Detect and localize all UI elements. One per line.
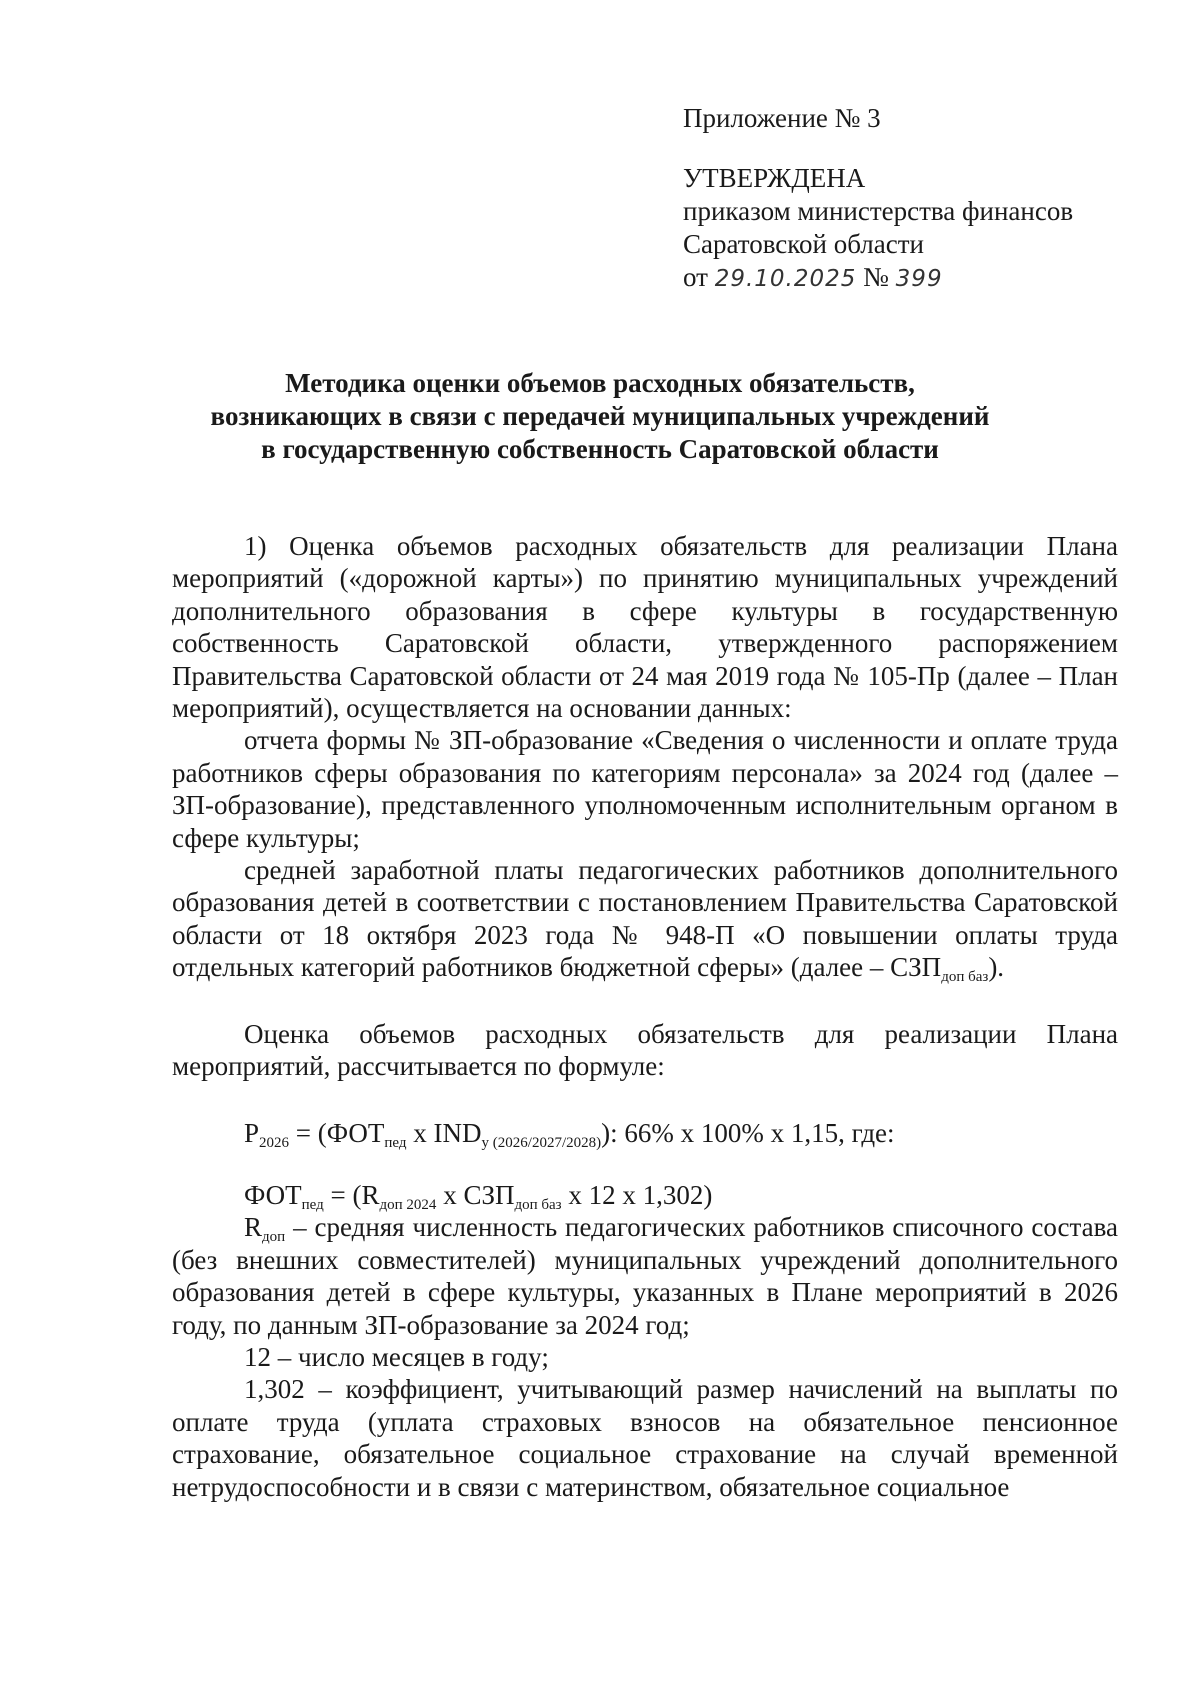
formula-1-sub: 2026 <box>259 1134 290 1151</box>
paragraph-5-text: – средняя численность педагогических работников списочного состава (без внешних совместителей) муниципальных учреждений дополнительного образования детей в сфере культуры, указанных в Плане мероприятий в 2026 году, по данным ЗП-образование за 2024 год; <box>172 1212 1118 1340</box>
variable-symbol: R <box>244 1212 263 1243</box>
formula-1-sub: пед <box>384 1134 407 1151</box>
approval-line-2: Саратовской области <box>683 229 924 259</box>
title-line-2: возникающих в связи с передачей муниципальных учреждений <box>210 401 990 431</box>
appendix-label: Приложение № 3 <box>683 103 881 133</box>
approval-block <box>683 102 1143 296</box>
formula-1-part: x IND <box>406 1117 482 1148</box>
paragraph-3-text: средней заработной платы педагогических работников дополнительного образования детей в соответствии с постановлением Правительства Саратовской области от 18 октября 2023 года № 948-П «О повышении оплаты труда отдельных категорий работников бюджетной сферы» (далее – СЗП <box>172 855 1118 983</box>
formula-2 <box>172 1179 1118 1211</box>
paragraph-4: Оценка объемов расходных обязательств для реализации Плана мероприятий, рассчитывается по формуле: <box>172 1018 1118 1082</box>
paragraph-7: 1,302 – коэффициент, учитывающий размер начислений на выплаты по оплате труда (уплата страховых взносов на обязательное пенсионное страхование, обязательное социальное страхование на случай временной нетрудоспособности и в связи с материнством, обязательное социальное <box>172 1374 1118 1502</box>
formula-1-sub: у (2026/2027/2028) <box>481 1134 602 1151</box>
formula-1-part: = (ФОТ <box>289 1117 385 1148</box>
formula-2-sub: доп баз <box>514 1196 562 1213</box>
title-line-3: в государственную собственность Саратовской области <box>261 434 939 464</box>
formula-2-sub: доп 2024 <box>379 1196 437 1213</box>
paragraph-6: 12 – число месяцев в году; <box>244 1341 549 1372</box>
title-line-1: Методика оценки объемов расходных обязательств, <box>285 368 915 398</box>
number-prefix: № <box>863 262 889 292</box>
date-prefix: от <box>683 262 708 292</box>
formula-2-part: = (R <box>323 1179 380 1210</box>
paragraph-3-subscript: доп баз <box>941 969 989 986</box>
document-title <box>150 367 1050 466</box>
formula-1-part: ): 66% x 100% x 1,15, где: <box>601 1117 895 1148</box>
formula-1 <box>172 1117 1118 1149</box>
formula-1-part: P <box>244 1117 260 1148</box>
handwritten-date: 29.10.2025 <box>714 266 857 292</box>
paragraph-1: 1) Оценка объемов расходных обязательств для реализации Плана мероприятий («дорожной карты») по принятию муниципальных учреждений дополнительного образования в сфере культуры в государственную собственность Саратовской области, утвержденного распоряжением Правительства Саратовской области от 24 мая 2019 года № 105-Пр (далее – План мероприятий), осуществляется на основании данных: <box>172 531 1118 724</box>
paragraph-2: отчета формы № ЗП-образование «Сведения о численности и оплате труда работников сферы образования по категориям персонала» за 2024 год (далее – ЗП-образование), представленного уполномоченным исполнительным органом в сфере культуры; <box>172 725 1118 853</box>
formula-2-part: x 12 x 1,302) <box>561 1179 713 1210</box>
formula-2-part: x СЗП <box>436 1179 515 1210</box>
document-body <box>172 530 1118 1503</box>
formula-2-sub: пед <box>301 1196 324 1213</box>
formula-2-part: ФОТ <box>244 1179 302 1210</box>
paragraph-3 <box>172 854 1118 984</box>
approval-date-line <box>683 261 1143 296</box>
approved-label: УТВЕРЖДЕНА <box>683 163 866 193</box>
handwritten-number: 399 <box>895 266 943 292</box>
paragraph-5 <box>172 1211 1118 1341</box>
paragraph-3-end: ). <box>988 952 1005 983</box>
variable-subscript: доп <box>262 1229 286 1246</box>
approval-line-1: приказом министерства финансов <box>683 196 1074 226</box>
